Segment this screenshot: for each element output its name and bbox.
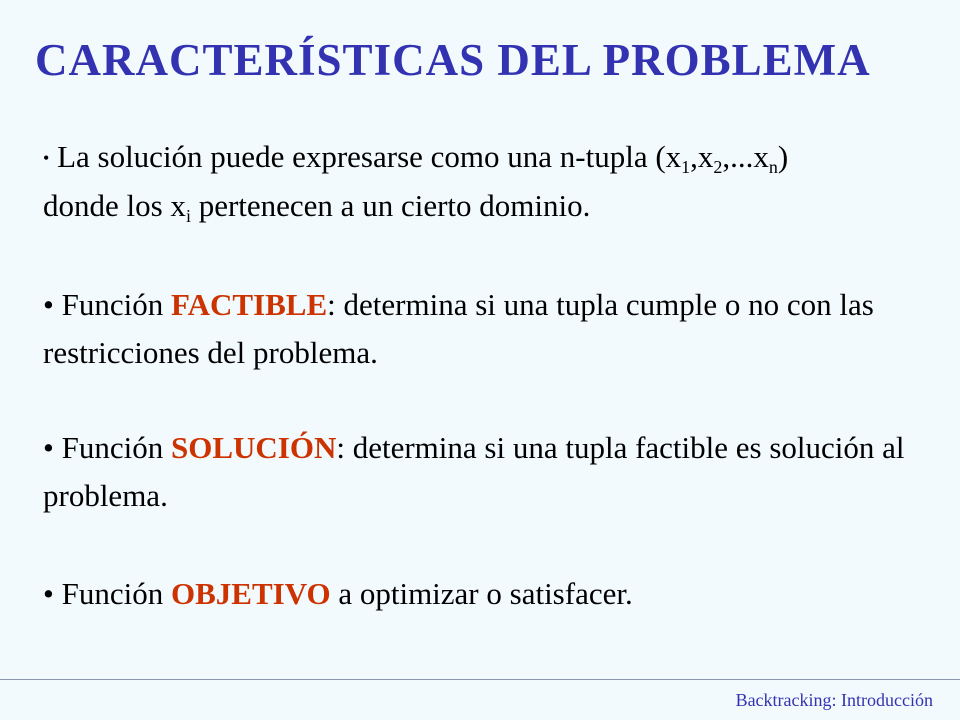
slide-title: CARACTERÍSTICAS DEL PROBLEMA (35, 35, 871, 85)
subscript: n (768, 157, 778, 177)
text-segment: ,...x (722, 139, 769, 174)
keyword-solucion: SOLUCIÓN (170, 430, 337, 465)
subscript: 1 (681, 157, 691, 177)
footer-divider (0, 679, 960, 680)
text-segment: : determina si una tupla cumple o no con las restricciones del problema. (43, 287, 874, 370)
keyword-objetivo: OBJETIVO (170, 576, 331, 611)
text-segment: Función (61, 287, 171, 322)
text-segment: ) (777, 139, 789, 174)
text-segment: Función (61, 576, 171, 611)
bullet-solucion (43, 424, 923, 520)
subscript: i (185, 206, 191, 226)
text-segment: pertenecen a un cierto dominio. (190, 188, 591, 223)
bullet-marker: • (43, 430, 54, 465)
text-segment: ,x (690, 139, 714, 174)
text-segment: Función (61, 430, 171, 465)
bullet-objetivo (43, 570, 923, 618)
bullet-solution-tuple (43, 133, 923, 230)
bullet-factible (43, 281, 923, 377)
text-segment: : determina si una tupla factible es solución al problema. (43, 430, 905, 513)
footer-caption: Backtracking: Introducción (735, 690, 933, 710)
bullet-marker: • (43, 148, 50, 168)
keyword-factible: FACTIBLE (170, 287, 328, 322)
bullet-marker: • (43, 287, 54, 322)
text-segment: a optimizar o satisfacer. (330, 576, 633, 611)
text-segment: La solución puede expresarse como una n-tupla (x (57, 139, 682, 174)
bullet-marker: • (43, 576, 54, 611)
subscript: 2 (713, 157, 723, 177)
text-segment: donde los x (43, 188, 186, 223)
